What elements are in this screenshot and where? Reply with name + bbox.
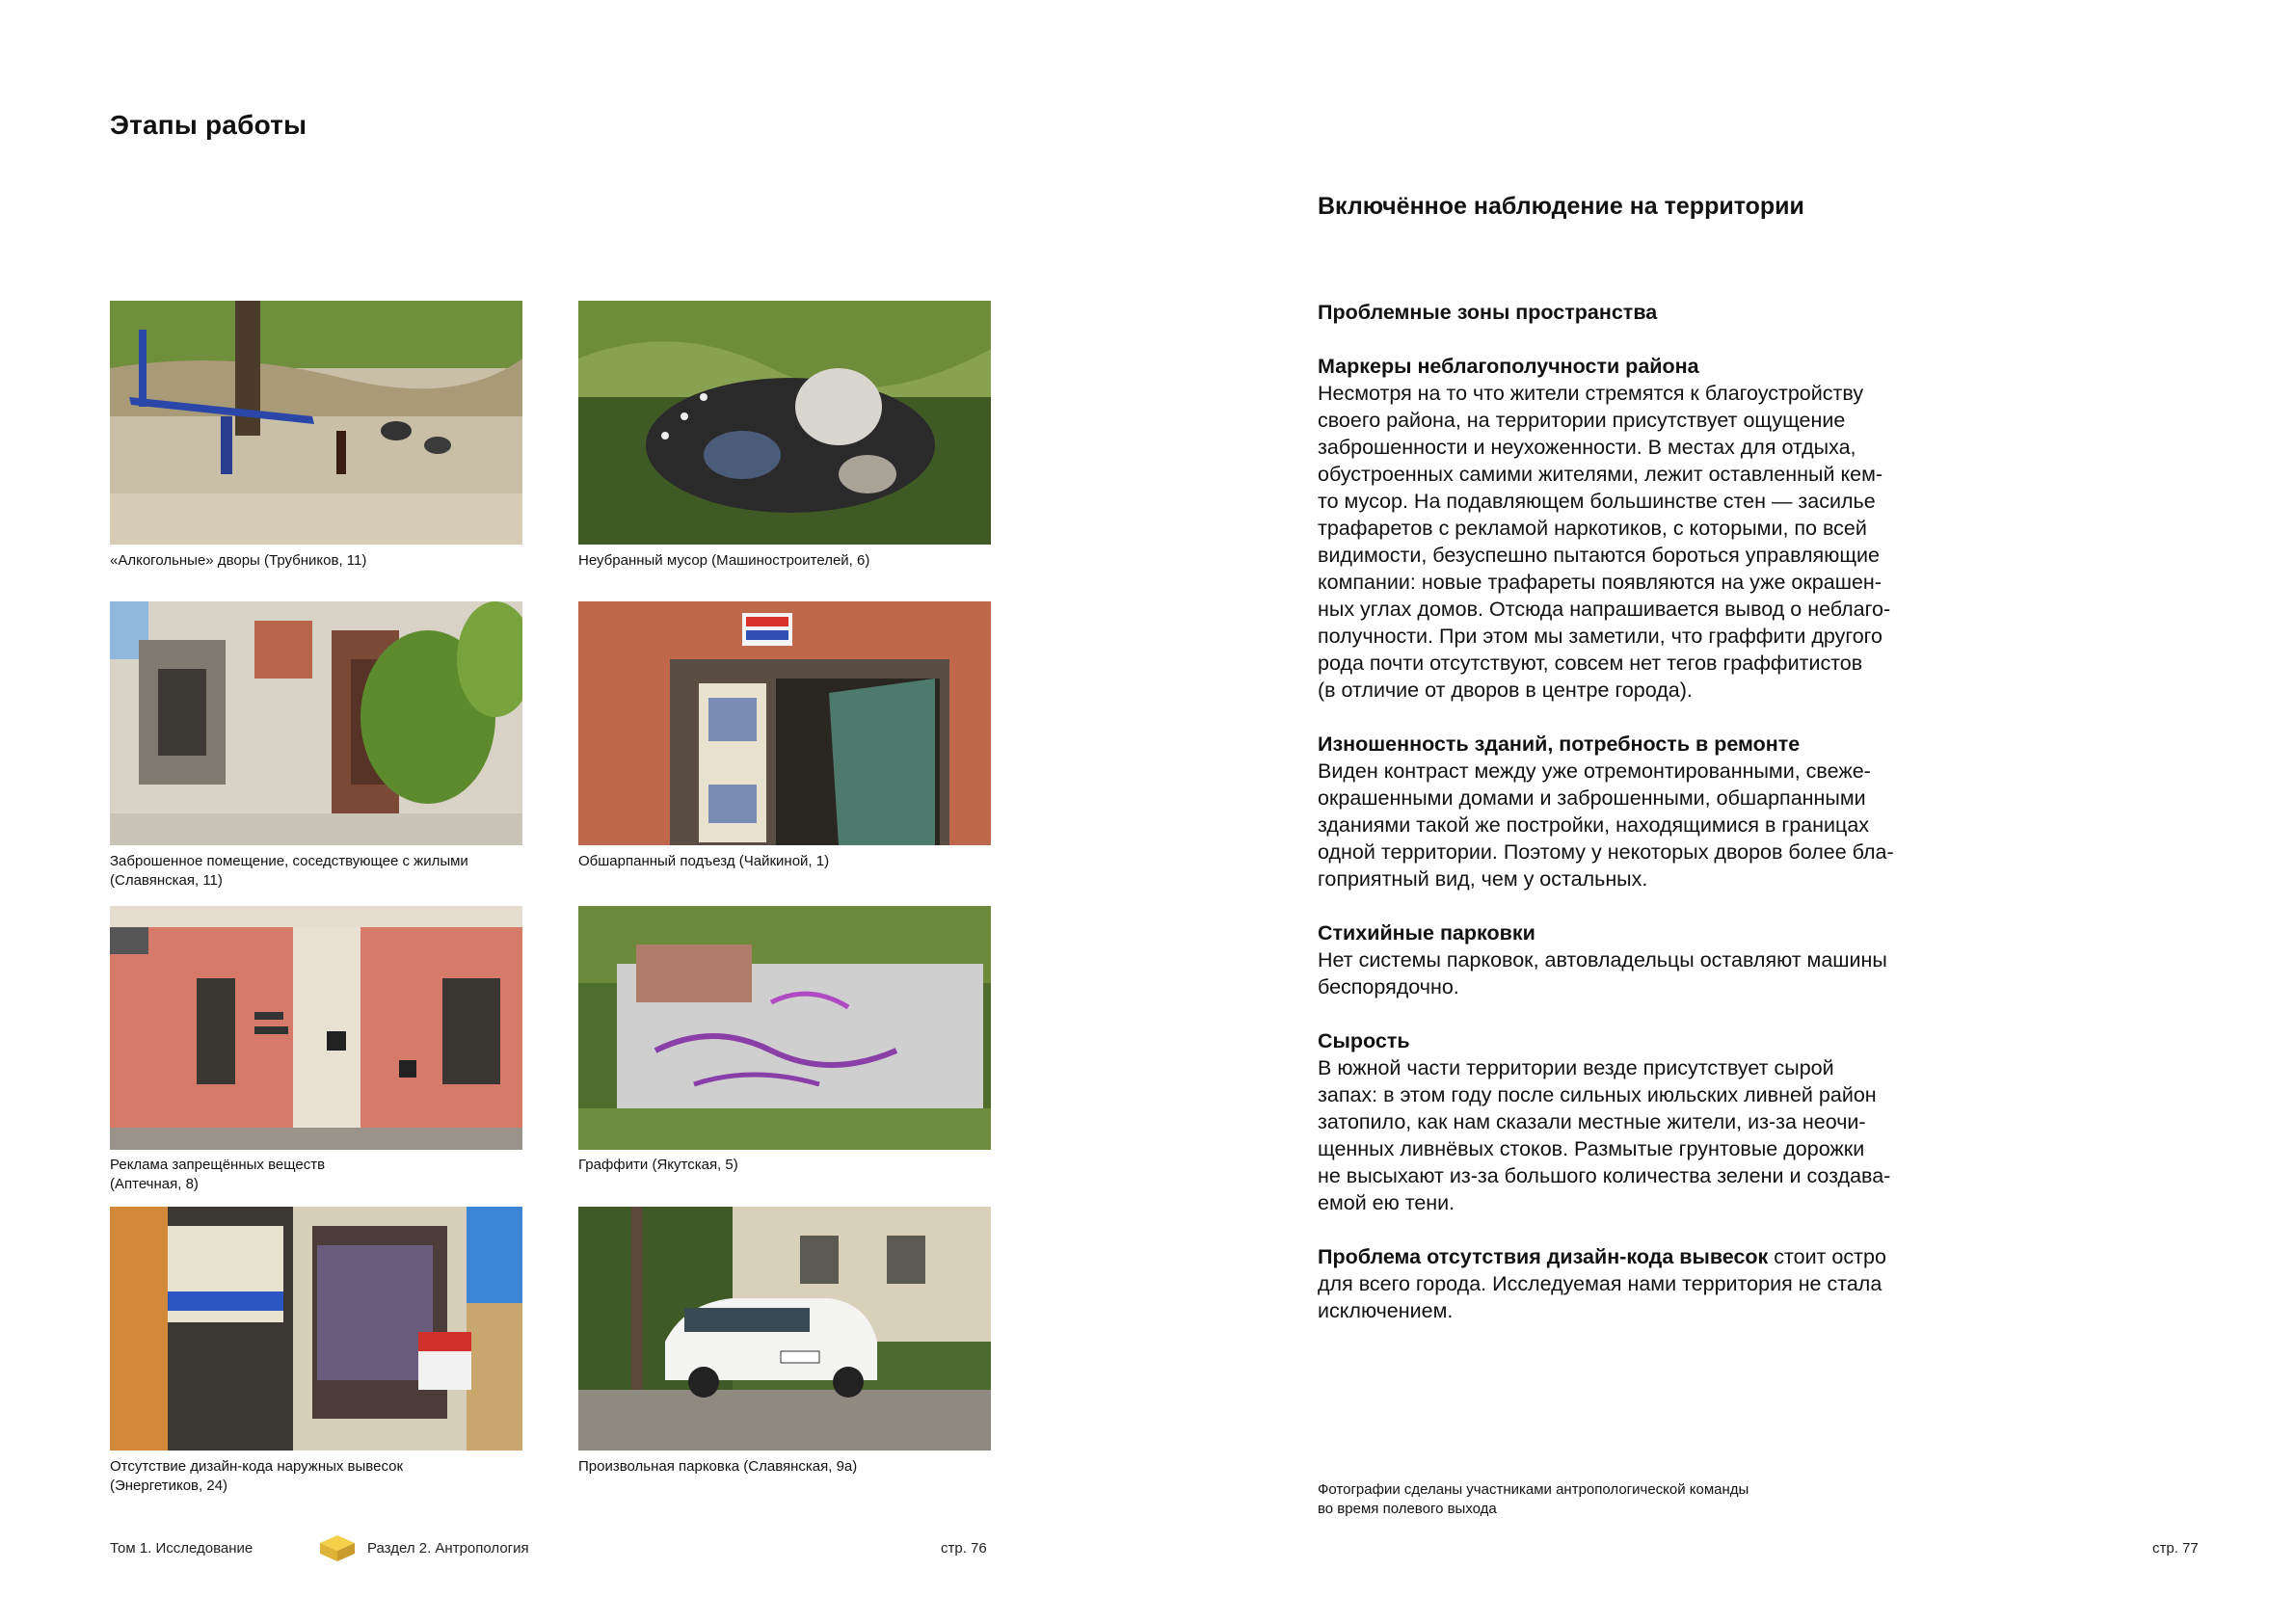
block-title: Стихийные парковки xyxy=(1318,921,1535,945)
subheading: Проблемные зоны пространства xyxy=(1318,301,1658,324)
text-line: для всего города. Исследуемая нами территория не стала xyxy=(1318,1272,1882,1295)
text-line: беспорядочно. xyxy=(1318,975,1459,998)
text-line: стоит остро xyxy=(1768,1245,1886,1268)
photo-caption-line-2: (Славянская, 11) xyxy=(110,872,223,889)
text-line: Виден контраст между уже отремонтированными, свеже- xyxy=(1318,759,1871,783)
cube-logo-icon xyxy=(318,1533,357,1562)
text-line: получности. При этом мы заметили, что граффити другого xyxy=(1318,625,1883,648)
footer-section: Раздел 2. Антропология xyxy=(367,1540,529,1557)
right-page xyxy=(1148,0,2296,1624)
credits-line: Фотографии сделаны участниками антропологической команды xyxy=(1318,1481,1749,1498)
photo-graffiti xyxy=(578,906,991,1150)
text-line: В южной части территории везде присутствует сырой xyxy=(1318,1056,1834,1079)
footer-volume: Том 1. Исследование xyxy=(110,1540,254,1557)
text-line: видимости, безуспешно пытаются бороться управляющие xyxy=(1318,544,1880,567)
photo-caption: «Алкогольные» дворы (Трубников, 11) xyxy=(110,552,367,569)
footer-page-number: стр. 77 xyxy=(2152,1540,2199,1557)
text-line: рода почти отсутствуют, совсем нет тегов граффитистов xyxy=(1318,652,1863,675)
photo-garbage xyxy=(578,301,991,545)
text-line: гоприятный вид, чем у остальных. xyxy=(1318,867,1648,891)
text-line: ных углах домов. Отсюда напрашивается вывод о неблаго- xyxy=(1318,598,1891,621)
photo-parking xyxy=(578,1207,991,1451)
text-line: заброшенности и неухоженности. В местах для отдыха, xyxy=(1318,436,1856,459)
block-title: Маркеры неблагополучности района xyxy=(1318,355,1699,378)
footer-page-number: стр. 76 xyxy=(941,1540,987,1557)
text-line: затопило, как нам сказали местные жители, из-за неочи- xyxy=(1318,1110,1866,1133)
photo-caption: Неубранный мусор (Машиностроителей, 6) xyxy=(578,552,870,569)
photo-caption: Произвольная парковка (Славянская, 9а) xyxy=(578,1458,858,1475)
text-line: своего района, на территории присутствует ощущение xyxy=(1318,409,1846,432)
section-title: Этапы работы xyxy=(110,110,307,140)
photo-alcohol-yard xyxy=(110,301,522,545)
text-line: (в отличие от дворов в центре города). xyxy=(1318,679,1693,702)
text-line: Несмотря на то что жители стремятся к благоустройству xyxy=(1318,382,1864,405)
block-title: Изношенность зданий, потребность в ремонте xyxy=(1318,732,1801,756)
text-line: не высыхают из-за большого количества зелени и создава- xyxy=(1318,1164,1891,1187)
credits-line: во время полевого выхода xyxy=(1318,1501,1497,1517)
photo-caption: Обшарпанный подъезд (Чайкиной, 1) xyxy=(578,853,830,869)
text-line: обустроенных самими жителями, лежит оставленный кем- xyxy=(1318,463,1883,486)
photo-caption-line-2: (Энергетиков, 24) xyxy=(110,1478,228,1494)
text-line: окрашенными домами и заброшенными, обшарпанными xyxy=(1318,786,1866,810)
photo-caption: Реклама запрещённых веществ xyxy=(110,1157,326,1173)
text-line: щенных ливнёвых стоков. Размытые грунтовые дорожки xyxy=(1318,1137,1865,1160)
photo-caption: Заброшенное помещение, соседствующее с жилыми xyxy=(110,853,468,869)
page-heading: Включённое наблюдение на территории xyxy=(1318,193,1804,220)
text-line: то мусор. На подавляющем большинстве стен — засилье xyxy=(1318,490,1876,513)
text-line: исключением. xyxy=(1318,1299,1454,1322)
text-line: Нет системы парковок, автовладельцы оставляют машины xyxy=(1318,948,1887,972)
text-line: компании: новые трафареты появляются на уже окрашен- xyxy=(1318,571,1882,594)
final-bold: Проблема отсутствия дизайн-кода вывесок xyxy=(1318,1245,1769,1268)
photo-credits xyxy=(1318,1480,1857,1519)
photo-shabby-entrance xyxy=(578,601,991,845)
text-line: трафаретов с рекламой наркотиков, с которыми, по всей xyxy=(1318,517,1867,540)
text-line: запах: в этом году после сильных июльских ливней район xyxy=(1318,1083,1877,1106)
photo-caption: Отсутствие дизайн-кода наружных вывесок xyxy=(110,1458,404,1475)
photo-drug-ads xyxy=(110,906,522,1150)
body-text xyxy=(1318,299,1944,1324)
text-line: зданиями такой же постройки, находящимися в границах xyxy=(1318,813,1870,837)
photo-caption: Граффити (Якутская, 5) xyxy=(578,1157,738,1173)
photo-abandoned-building xyxy=(110,601,522,845)
block-title: Сырость xyxy=(1318,1029,1410,1052)
photo-signage xyxy=(110,1207,522,1451)
text-line: емой ею тени. xyxy=(1318,1191,1455,1214)
photo-caption-line-2: (Аптечная, 8) xyxy=(110,1176,199,1192)
text-line: одной территории. Поэтому у некоторых дворов более бла- xyxy=(1318,840,1894,864)
